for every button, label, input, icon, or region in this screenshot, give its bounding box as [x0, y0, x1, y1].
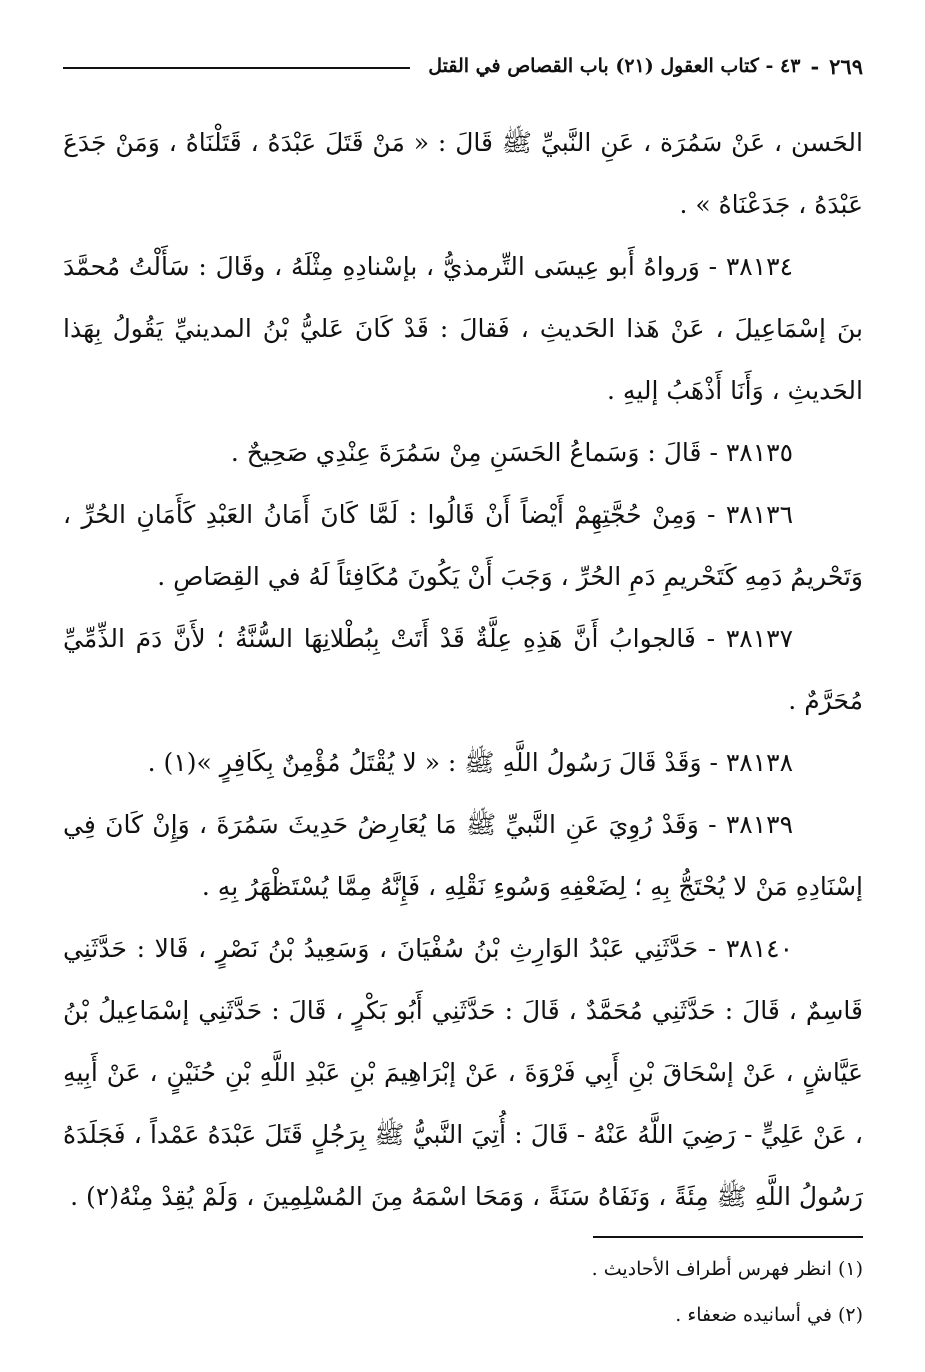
hadith-paragraph: ٣٨١٤٠ - حَدَّثَنِي عَبْدُ الوَارِثِ بْنُ سُفْيَانَ ، وَسَعِيدُ بْنُ نَصْرٍ ، قَالا : حَدَّثَنِي قَاسِمٌ ، قَالَ : حَدَّثَنِي مُحَمَّدٌ ، قَالَ : حَدَّثَنِي أَبُو بَكْرٍ ، قَالَ : حَدَّثَنِي إسْمَاعِيلُ بْنُ عَيَّاشٍ ، عَنْ إسْحَاقَ بْنِ أَبِي فَرْوَةَ ، عَنْ إبْرَاهِيمَ بْنِ عَبْدِ اللَّهِ بْنِ حُنَيْنٍ ، عَنْ أَبِيهِ ، عَنْ عَلِيٍّ - رَضِيَ اللَّهُ عَنْهُ - قَالَ : أُتِيَ النَّبيُّ ﷺ بِرَجُلٍ قَتَلَ عَبْدَهُ عَمْداً ، فَجَلَدَهُ رَسُولُ اللَّهِ ﷺ مِئَةً ، وَنَفَاهُ سَنَةً ، وَمَحَا اسْمَهُ مِنَ المُسْلِمِينَ ، وَلَمْ يُقِدْ مِنْهُ(٢) .: [63, 934, 863, 1211]
hadith-number: ٣٨١٣٦: [725, 500, 793, 529]
hadith-number: ٣٨١٣٥: [725, 438, 793, 467]
hadith-number: ٣٨١٣٩: [725, 810, 793, 839]
main-text: [63, 112, 863, 1228]
paragraph-text: وَقَدْ رُوِيَ عَنِ النَّبيِّ ﷺ مَا يُعَارِضُ حَدِيثَ سَمُرَةَ ، وَإِنْ كَانَ فِي إسْنَادِهِ مَنْ لا يُحْتَجُّ بِهِ ؛ لِضَعْفِهِ وَسُوءِ نَقْلِهِ ، فَإِنَّهُ مِمَّا يُسْتَظْهَرُ بِهِ .: [63, 810, 863, 901]
paragraph-text: قَالَ : وَسَماعُ الحَسَنِ مِنْ سَمُرَةَ عِنْدِي صَحِيحٌ .: [230, 438, 702, 467]
footnote-2: (٢) في أسانيده ضعفاء .: [675, 1304, 863, 1326]
hadith-paragraph: ٣٨١٣٩ - وَقَدْ رُوِيَ عَنِ النَّبيِّ ﷺ مَا يُعَارِضُ حَدِيثَ سَمُرَةَ ، وَإِنْ كَانَ فِي إسْنَادِهِ مَنْ لا يُحْتَجُّ بِهِ ؛ لِضَعْفِهِ وَسُوءِ نَقْلِهِ ، فَإِنَّهُ مِمَّا يُسْتَظْهَرُ بِهِ .: [63, 810, 863, 901]
hadith-number: ٣٨١٣٧: [725, 624, 793, 653]
paragraph-text: وَقَدْ قَالَ رَسُولُ اللَّهِ ﷺ : « لا يُقْتَلُ مُؤْمِنٌ بِكَافِرٍ »(١) .: [147, 748, 702, 777]
hadith-paragraph: ٣٨١٣٤ - وَرواهُ أَبو عِيسَى التِّرمذيُّ ، بإسْنادِهِ مِثْلَهُ ، وقَالَ : سَأَلْتُ مُحمَّدَ بنَ إسْمَاعِيلَ ، عَنْ هَذا الحَديثِ ، فَقالَ : قَدْ كَانَ عَليُّ بْنُ المدينيِّ يَقُولُ بِهَذا الحَديثِ ، وَأَنَا أَذْهَبُ إليهِ .: [63, 252, 863, 405]
hadith-paragraph: ٣٨١٣٨ - وَقَدْ قَالَ رَسُولُ اللَّهِ ﷺ : « لا يُقْتَلُ مُؤْمِنٌ بِكَافِرٍ »(١) .: [147, 748, 793, 777]
hadith-paragraph: ٣٨١٣٥ - قَالَ : وَسَماعُ الحَسَنِ مِنْ سَمُرَةَ عِنْدِي صَحِيحٌ .: [230, 438, 793, 467]
chapter-title: ٤٣ - كتاب العقول (٢١) باب القصاص في القتل: [428, 55, 801, 77]
hadith-number: ٣٨١٣٨: [725, 748, 793, 777]
paragraph-text: فَالجوابُ أَنَّ هَذِهِ عِلَّةٌ قَدْ أَتَتْ بِبُطْلانِهَا السُّنَّةُ ؛ لأَنَّ دَمَ الذِّمِّيِّ مُحَرَّمٌ .: [63, 624, 863, 715]
running-header: [63, 46, 863, 86]
header-separator: -: [810, 53, 820, 79]
paragraph-continuation: [63, 112, 863, 236]
hadith-paragraph: ٣٨١٣٦ - وَمِنْ حُجَّتِهِمْ أَيْضاً أَنْ قَالُوا : لَمَّا كَانَ أَمَانُ العَبْدِ كَأَمَانِ الحُرِّ ، وَتَحْريمُ دَمِهِ كَتَحْريمِ دَمِ الحُرِّ ، وَجَبَ أَنْ يَكُونَ مُكَافِئاً لَهُ في القِصَاصِ .: [63, 500, 863, 591]
hadith-number: ٣٨١٣٤: [725, 252, 794, 281]
footnotes: [63, 1246, 863, 1338]
footnote-1: (١) انظر فهرس أطراف الأحاديث .: [591, 1258, 863, 1280]
hadith-paragraph: ٣٨١٣٧ - فَالجوابُ أَنَّ هَذِهِ عِلَّةٌ قَدْ أَتَتْ بِبُطْلانِهَا السُّنَّةُ ؛ لأَنَّ دَمَ الذِّمِّيِّ مُحَرَّمٌ .: [63, 624, 863, 715]
paragraph-text: حَدَّثَنِي عَبْدُ الوَارِثِ بْنُ سُفْيَانَ ، وَسَعِيدُ بْنُ نَصْرٍ ، قَالا : حَدَّثَنِي قَاسِمٌ ، قَالَ : حَدَّثَنِي مُحَمَّدٌ ، قَالَ : حَدَّثَنِي أَبُو بَكْرٍ ، قَالَ : حَدَّثَنِي إسْمَاعِيلُ بْنُ عَيَّاشٍ ، عَنْ إسْحَاقَ بْنِ أَبِي فَرْوَةَ ، عَنْ إبْرَاهِيمَ بْنِ عَبْدِ اللَّهِ بْنِ حُنَيْنٍ ، عَنْ أَبِيهِ ، عَنْ عَلِيٍّ - رَضِيَ اللَّهُ عَنْهُ - قَالَ : أُتِيَ النَّبيُّ ﷺ بِرَجُلٍ قَتَلَ عَبْدَهُ عَمْداً ، فَجَلَدَهُ رَسُولُ اللَّهِ ﷺ مِئَةً ، وَنَفَاهُ سَنَةً ، وَمَحَا اسْمَهُ مِنَ المُسْلِمِينَ ، وَلَمْ يُقِدْ مِنْهُ(٢) .: [63, 934, 863, 1211]
paragraph-text: الحَسن ، عَنْ سَمُرَة ، عَنِ النَّبيِّ ﷺ قَالَ : « مَنْ قَتَلَ عَبْدَهُ ، قَتَلْنَاهُ ، وَمَنْ جَدَعَ عَبْدَهُ ، جَدَعْنَاهُ » .: [63, 128, 863, 219]
paragraph-text: وَرواهُ أَبو عِيسَى التِّرمذيُّ ، بإسْنادِهِ مِثْلَهُ ، وقَالَ : سَأَلْتُ مُحمَّدَ بنَ إسْمَاعِيلَ ، عَنْ هَذا الحَديثِ ، فَقالَ : قَدْ كَانَ عَليُّ بْنُ المدينيِّ يَقُولُ بِهَذا الحَديثِ ، وَأَنَا أَذْهَبُ إليهِ .: [63, 252, 863, 405]
hadith-number: ٣٨١٤٠: [725, 934, 793, 963]
paragraph-text: وَمِنْ حُجَّتِهِمْ أَيْضاً أَنْ قَالُوا : لَمَّا كَانَ أَمَانُ العَبْدِ كَأَمَانِ الحُرِّ ، وَتَحْريمُ دَمِهِ كَتَحْريمِ دَمِ الحُرِّ ، وَجَبَ أَنْ يَكُونَ مُكَافِئاً لَهُ في القِصَاصِ .: [63, 500, 863, 591]
footnote-rule: [593, 1236, 863, 1238]
page-number: ٢٦٩: [829, 53, 863, 79]
header-rule: [63, 67, 410, 69]
